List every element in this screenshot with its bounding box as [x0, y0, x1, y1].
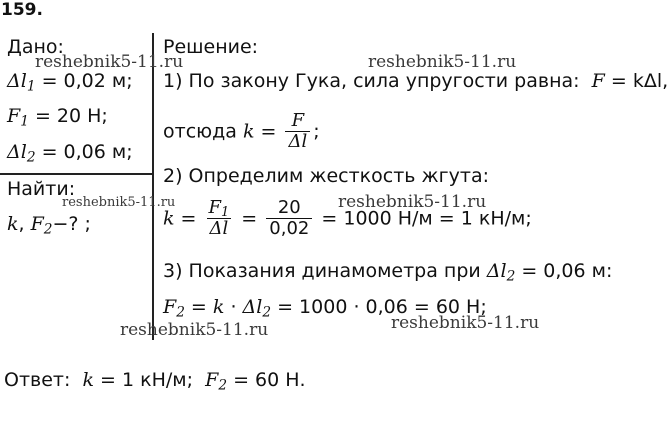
given-dl2: $\Delta l_2 = 0,06$ м;: [7, 141, 133, 166]
step2-text: 2) Определим жесткость жгута:: [163, 165, 489, 187]
watermark: reshebnik5-11.ru: [35, 52, 184, 72]
given-header: Дано:: [7, 36, 64, 58]
step3-formula: $F_2 = k \cdot \Delta l_2 = 1000 \cdot 0,06 = 60$ Н;: [163, 296, 487, 321]
step1-k-expression: отсюда k = $\frac{F}{\Delta l}$ ;: [163, 110, 320, 152]
problem-number: 159.: [1, 0, 43, 20]
given-dl1: $\Delta l_1 = 0,02$ м;: [7, 70, 133, 95]
column-divider: [152, 33, 154, 340]
find-header: Найти:: [7, 178, 76, 200]
given-f1: $F_1 = 20$ Н;: [7, 105, 108, 130]
watermark: reshebnik5-11.ru: [368, 52, 517, 72]
given-find-divider: [0, 173, 152, 175]
step2-formula: k = $\frac{F_1}{\Delta l}$ = $\frac{20}{0,02}$ = 1000 Н/м = 1 кН/м;: [163, 197, 532, 239]
answer-line: Ответ: k = 1 кН/м; $F_2 = 60$ Н.: [4, 369, 306, 394]
watermark: reshebnik5-11.ru: [391, 313, 540, 333]
find-unknowns: k, $F_2-$? ;: [7, 213, 91, 238]
watermark: reshebnik5-11.ru: [120, 320, 269, 340]
solution-header: Решение:: [163, 36, 259, 58]
step1-hooke-law: 1) По закону Гука, сила упругости равна: F = kΔl,: [163, 70, 668, 92]
step3-text: 3) Показания динамометра при $\Delta l_2 = 0,06$ м:: [163, 260, 613, 285]
watermark: reshebnik5-11.ru: [62, 195, 176, 210]
watermark: reshebnik5-11.ru: [338, 192, 487, 212]
